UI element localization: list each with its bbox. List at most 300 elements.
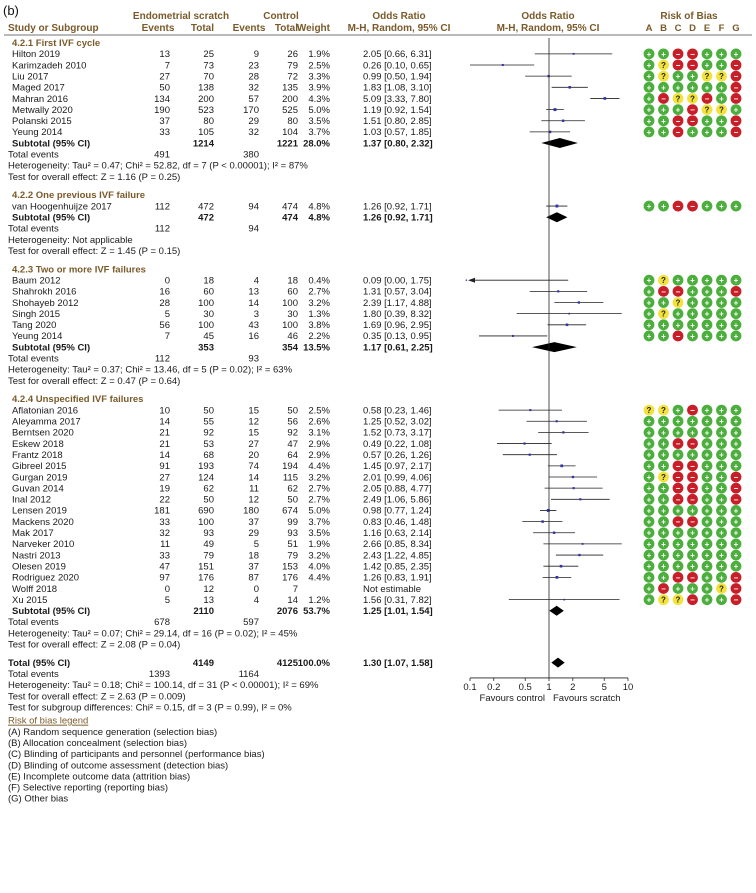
rob-symbol: + xyxy=(704,595,710,605)
rob-symbol: + xyxy=(661,495,666,505)
study-name: Metwally 2020 xyxy=(12,104,73,116)
study-header: Study or Subgroup xyxy=(8,23,99,34)
study-name: Mahran 2016 xyxy=(12,93,68,105)
rob-symbol: + xyxy=(704,417,710,427)
rob-symbol: + xyxy=(704,562,710,572)
subtotal-total1: 353 xyxy=(198,342,214,354)
total2-cell: 50 xyxy=(287,494,298,506)
study-point xyxy=(582,543,584,545)
rob-symbol: + xyxy=(661,83,666,93)
rob-symbol: + xyxy=(733,539,739,549)
rob-symbol: ? xyxy=(661,406,666,416)
subtotal-total2: 1221 xyxy=(276,138,298,150)
study-point xyxy=(556,420,558,422)
rob-symbol: + xyxy=(719,94,724,104)
events1-cell: 37 xyxy=(159,116,170,128)
or-ci-cell: 0.35 [0.13, 0.95] xyxy=(363,331,432,343)
total2-cell: 46 xyxy=(287,331,298,343)
weight-cell: 3.2% xyxy=(308,472,330,484)
events2-cell: 12 xyxy=(248,416,259,428)
events1-cell: 10 xyxy=(159,405,170,417)
events1-cell: 56 xyxy=(159,320,170,332)
events1-cell: 33 xyxy=(159,127,170,139)
rob-symbol: − xyxy=(733,472,739,482)
total2-cell: 26 xyxy=(287,49,298,61)
total1-cell: 50 xyxy=(203,405,214,417)
total1-cell: 138 xyxy=(198,82,214,94)
rob-symbol: + xyxy=(661,450,666,460)
rob-symbol: − xyxy=(690,202,695,212)
rob-symbol: ? xyxy=(661,72,666,82)
rob-symbol: + xyxy=(719,562,724,572)
study-name: Singh 2015 xyxy=(12,308,61,320)
or-ci-cell: 0.26 [0.10, 0.65] xyxy=(363,60,432,72)
rob-symbol: + xyxy=(719,116,724,126)
rob-symbol: − xyxy=(733,83,739,93)
or-ci-cell: 0.83 [0.46, 1.48] xyxy=(363,516,432,528)
rob-symbol: + xyxy=(690,276,695,286)
study-name: Maged 2017 xyxy=(12,82,65,94)
heterogeneity-text: Heterogeneity: Tau² = 0.47; Chi² = 52.82, df = 7 (P < 0.00001); I² = 87% xyxy=(8,160,308,172)
study-name: Hilton 2019 xyxy=(12,49,61,61)
weight-cell: 2.7% xyxy=(308,483,330,495)
or-ci-cell: 2.39 [1.17, 4.88] xyxy=(363,297,432,309)
rob-symbol: + xyxy=(719,551,724,561)
events1-cell: 47 xyxy=(159,561,170,573)
rob-symbol: + xyxy=(719,127,724,137)
rob-symbol: + xyxy=(719,573,724,583)
rob-symbol: + xyxy=(733,320,739,330)
or-ci-cell: 2.43 [1.22, 4.85] xyxy=(363,550,432,562)
rob-symbol: + xyxy=(719,287,724,297)
rob-symbol: + xyxy=(704,472,710,482)
rob-symbol: + xyxy=(661,202,666,212)
total-events2: 93 xyxy=(248,353,259,365)
rob-symbol: + xyxy=(704,61,710,70)
rob-symbol: + xyxy=(675,406,681,416)
rob-symbol: + xyxy=(733,461,739,471)
subtotal-ci: 1.25 [1.01, 1.54] xyxy=(363,606,433,618)
rob-symbol: + xyxy=(719,417,724,427)
rob-symbol: + xyxy=(733,49,739,59)
total2-cell: 99 xyxy=(287,516,298,528)
events2-cell: 32 xyxy=(248,127,259,139)
study-point xyxy=(502,64,504,66)
x-tick-label: 0.5 xyxy=(518,681,532,693)
subtotal-diamond xyxy=(541,138,578,148)
rob-col-letter: E xyxy=(703,23,711,34)
study-name: Olesen 2019 xyxy=(12,561,66,573)
or-ci-cell: Not estimable xyxy=(363,583,422,595)
total2-header: Total xyxy=(274,23,298,34)
study-name: Baum 2012 xyxy=(12,275,61,287)
heterogeneity-text: Heterogeneity: Tau² = 0.37; Chi² = 13.46, df = 5 (P = 0.02); I² = 63% xyxy=(8,364,293,376)
study-name: Shahrokh 2016 xyxy=(12,286,77,298)
rob-symbol: − xyxy=(675,495,681,505)
weight-cell: 3.8% xyxy=(308,320,330,332)
weight-cell: 2.7% xyxy=(308,286,330,298)
total-events1: 112 xyxy=(154,223,170,235)
rob-symbol: + xyxy=(646,439,652,449)
rob-symbol: ? xyxy=(675,298,681,308)
rob-column-letters xyxy=(646,23,740,34)
rob-symbol: + xyxy=(704,320,710,330)
study-name: Yeung 2014 xyxy=(12,127,63,139)
rob-symbol: + xyxy=(719,331,724,341)
total-label: Total (95% CI) xyxy=(8,657,71,669)
subtotal-total1: 472 xyxy=(198,212,214,224)
rob-symbol: + xyxy=(704,276,710,286)
rob-symbol: + xyxy=(733,298,739,308)
study-point xyxy=(562,431,564,433)
study-point xyxy=(555,205,558,208)
rob-symbol: + xyxy=(661,439,666,449)
rob-symbol: + xyxy=(690,551,695,561)
rob-symbol: + xyxy=(719,276,724,286)
rob-legend-item: (F) Selective reporting (reporting bias) xyxy=(8,782,168,794)
rob-symbol: + xyxy=(646,61,652,70)
study-name: Lensen 2019 xyxy=(12,505,67,517)
x-tick-label: 0.1 xyxy=(463,681,477,693)
total2-cell: 176 xyxy=(282,572,298,584)
rob-symbol: − xyxy=(675,461,681,471)
subgroup-title: 4.2.3 Two or more IVF failures xyxy=(12,264,146,276)
events1-cell: 5 xyxy=(164,308,170,320)
events2-cell: 3 xyxy=(253,308,259,320)
rob-symbol: + xyxy=(661,551,666,561)
events2-cell: 87 xyxy=(248,572,259,584)
weight-cell: 2.2% xyxy=(308,331,330,343)
study-name: Aflatonian 2016 xyxy=(12,405,79,417)
rob-symbol: + xyxy=(690,83,695,93)
total2-cell: 674 xyxy=(282,505,298,517)
rob-symbol: + xyxy=(646,331,652,341)
weight-cell: 4.3% xyxy=(308,93,330,105)
events1-cell: 33 xyxy=(159,516,170,528)
rob-symbol: + xyxy=(661,528,666,538)
total1-cell: 50 xyxy=(203,494,214,506)
events2-cell: 18 xyxy=(248,550,259,562)
rob-symbol: + xyxy=(719,298,724,308)
weight-cell: 1.9% xyxy=(308,49,330,61)
rob-symbol: + xyxy=(719,506,724,516)
subtotal-diamond xyxy=(532,342,577,352)
rob-symbol: + xyxy=(646,528,652,538)
total1-cell: 79 xyxy=(203,550,214,562)
events2-cell: 13 xyxy=(248,286,259,298)
rob-symbol: + xyxy=(719,484,724,494)
rob-symbol: + xyxy=(646,584,652,594)
total2-cell: 50 xyxy=(287,405,298,417)
total1-cell: 105 xyxy=(198,127,214,139)
study-point xyxy=(541,520,543,522)
total1-cell: 100 xyxy=(198,297,214,309)
rob-legend-item: (B) Allocation concealment (selection bias) xyxy=(8,737,188,749)
subtotal-diamond xyxy=(549,606,563,616)
rob-symbol: + xyxy=(646,539,652,549)
weight-cell: 2.5% xyxy=(308,405,330,417)
rob-legend-item: (E) Incomplete outcome data (attrition bias) xyxy=(8,771,191,783)
subgroup-title: 4.2.4 Unspecified IVF failures xyxy=(12,394,144,406)
rob-symbol: − xyxy=(675,472,681,482)
events2-cell: 28 xyxy=(248,71,259,83)
rob-symbol: − xyxy=(690,495,695,505)
subtotal-weight: 28.0% xyxy=(303,138,330,150)
events1-cell: 181 xyxy=(154,505,170,517)
rob-symbol: − xyxy=(690,472,695,482)
study-point xyxy=(603,97,606,100)
rob-symbol: + xyxy=(690,72,695,82)
rob-symbol: + xyxy=(733,406,739,416)
study-name: Polanski 2015 xyxy=(12,116,72,128)
weight-cell: 2.9% xyxy=(308,449,330,461)
rob-symbol: + xyxy=(719,439,724,449)
rob-symbol: ? xyxy=(719,584,724,594)
study-point xyxy=(529,409,531,411)
events2-cell: 14 xyxy=(248,297,259,309)
total2-cell: 18 xyxy=(287,275,298,287)
rob-symbol: + xyxy=(704,584,710,594)
rob-symbol: + xyxy=(646,450,652,460)
weight-cell: 3.3% xyxy=(308,71,330,83)
grand-total-events1: 1393 xyxy=(148,669,170,681)
or-ci-cell: 1.26 [0.92, 1.71] xyxy=(363,201,432,213)
weight-cell: 3.5% xyxy=(308,528,330,540)
rob-symbol: + xyxy=(733,105,739,115)
study-point xyxy=(572,476,574,478)
rob-symbol: + xyxy=(661,116,666,126)
rob-symbol: + xyxy=(690,506,695,516)
rob-symbol: + xyxy=(646,472,652,482)
study-point xyxy=(560,464,563,467)
rob-symbol: + xyxy=(719,450,724,460)
rob-symbol: ? xyxy=(704,72,710,82)
rob-symbol: ? xyxy=(646,406,652,416)
rob-symbol: + xyxy=(704,573,710,583)
weight-cell: 4.8% xyxy=(308,201,330,213)
total1-cell: 55 xyxy=(203,416,214,428)
weight-cell: 3.7% xyxy=(308,127,330,139)
study-point xyxy=(523,442,525,444)
total2-cell: 64 xyxy=(287,449,298,461)
rob-symbol: + xyxy=(690,331,695,341)
study-point xyxy=(529,454,531,456)
rob-symbol: + xyxy=(646,595,652,605)
or-ci-cell: 1.31 [0.57, 3.04] xyxy=(363,286,432,298)
events1-cell: 21 xyxy=(159,427,170,439)
events1-cell: 7 xyxy=(164,60,170,72)
events1-cell: 0 xyxy=(164,275,170,287)
or-ci-cell: 1.69 [0.96, 2.95] xyxy=(363,320,432,332)
study-name: Aleyamma 2017 xyxy=(12,416,81,428)
study-name: Eskew 2018 xyxy=(12,438,64,450)
events1-cell: 28 xyxy=(159,297,170,309)
total2-cell: 7 xyxy=(292,583,298,595)
or-ci-cell: 0.98 [0.77, 1.24] xyxy=(363,505,432,517)
total1-cell: 100 xyxy=(198,320,214,332)
rob-symbol: + xyxy=(675,584,681,594)
or-header-title: Odds Ratio xyxy=(372,11,426,22)
rob-symbol: + xyxy=(646,298,652,308)
events1-cell: 190 xyxy=(154,104,170,116)
total1-cell: 49 xyxy=(203,539,214,551)
study-name: Mackens 2020 xyxy=(12,516,74,528)
rob-symbol: + xyxy=(704,298,710,308)
rob-symbol: + xyxy=(661,562,666,572)
rob-symbol: + xyxy=(690,298,695,308)
events2-cell: 37 xyxy=(248,561,259,573)
rob-symbol: ? xyxy=(661,595,666,605)
rob-symbol: − xyxy=(733,287,739,297)
weight-cell: 1.2% xyxy=(308,594,330,606)
events2-cell: 43 xyxy=(248,320,259,332)
events2-cell: 74 xyxy=(248,461,259,473)
subtotal-label: Subtotal (95% CI) xyxy=(12,342,91,354)
weight-cell: 1.9% xyxy=(308,539,330,551)
or-ci-cell: 0.58 [0.23, 1.46] xyxy=(363,405,432,417)
rob-symbol: + xyxy=(675,551,681,561)
or-header-method: M-H, Random, 95% CI xyxy=(347,23,451,34)
rob-symbol: + xyxy=(661,49,666,59)
rob-symbol: + xyxy=(704,551,710,561)
rob-symbol: + xyxy=(661,517,666,527)
rob-symbol: − xyxy=(675,202,681,212)
study-point xyxy=(568,313,570,315)
rob-symbol: + xyxy=(661,573,666,583)
rob-symbol: − xyxy=(690,461,695,471)
subtotal-total1: 2110 xyxy=(193,606,214,618)
events1-cell: 27 xyxy=(159,71,170,83)
total2-cell: 525 xyxy=(282,104,298,116)
rob-symbol: + xyxy=(661,428,666,438)
or-ci-cell: 1.25 [0.52, 3.02] xyxy=(363,416,432,428)
or-ci-cell: 2.49 [1.06, 5.86] xyxy=(363,494,432,506)
total1-cell: 523 xyxy=(198,104,214,116)
rob-symbol: + xyxy=(675,506,681,516)
total2-cell: 474 xyxy=(282,201,298,213)
rob-symbol: − xyxy=(675,287,681,297)
weight-cell: 4.0% xyxy=(308,561,330,573)
total1-cell: 53 xyxy=(203,438,214,450)
rob-symbol: + xyxy=(661,539,666,549)
or-ci-cell: 1.56 [0.31, 7.82] xyxy=(363,594,432,606)
subtotal-ci: 1.17 [0.61, 2.25] xyxy=(363,342,433,354)
grand-overall-effect-text: Test for overall effect: Z = 2.63 (P = 0.009) xyxy=(8,691,186,703)
total2-cell: 72 xyxy=(287,71,298,83)
rob-symbol: − xyxy=(733,595,739,605)
total2-cell: 200 xyxy=(282,93,298,105)
study-name: Rodriguez 2020 xyxy=(12,572,80,584)
rob-symbol: − xyxy=(690,105,695,115)
total-ci: 1.30 [1.07, 1.58] xyxy=(363,657,433,669)
rob-symbol: − xyxy=(690,573,695,583)
rob-symbol: + xyxy=(719,49,724,59)
total1-cell: 18 xyxy=(203,275,214,287)
total1-cell: 690 xyxy=(198,505,214,517)
weight-cell: 4.4% xyxy=(308,572,330,584)
rob-symbol: ? xyxy=(661,472,666,482)
rob-symbol: + xyxy=(690,428,695,438)
rob-symbol: + xyxy=(690,320,695,330)
total-diamond xyxy=(551,658,564,668)
rob-symbol: + xyxy=(733,276,739,286)
total1-cell: 93 xyxy=(203,528,214,540)
events2-cell: 57 xyxy=(248,93,259,105)
rob-symbol: + xyxy=(646,428,652,438)
weight-cell: 3.5% xyxy=(308,116,330,128)
total1-cell: 193 xyxy=(198,461,214,473)
total-events1: 678 xyxy=(154,617,170,629)
rob-symbol: ? xyxy=(690,94,695,104)
rob-symbol: ? xyxy=(719,105,724,115)
total1-cell: 12 xyxy=(203,583,214,595)
weight-cell: 2.6% xyxy=(308,416,330,428)
events1-cell: 112 xyxy=(154,201,170,213)
overall-effect-text: Test for overall effect: Z = 1.45 (P = 0.15) xyxy=(8,245,181,257)
study-point xyxy=(566,324,569,327)
weight-cell: 3.2% xyxy=(308,297,330,309)
study-name: Xu 2015 xyxy=(12,594,48,606)
rob-symbol: − xyxy=(675,127,681,137)
study-name: Berntsen 2020 xyxy=(12,427,74,439)
rob-symbol: + xyxy=(661,417,666,427)
panel-label: (b) xyxy=(3,3,19,18)
events2-cell: 9 xyxy=(253,49,259,61)
or-ci-cell: 1.19 [0.92, 1.54] xyxy=(363,104,432,116)
total1-cell: 200 xyxy=(198,93,214,105)
study-point xyxy=(568,86,571,89)
or-ci-cell: 1.45 [0.97, 2.17] xyxy=(363,461,432,473)
favours-control-label: Favours control xyxy=(479,692,545,704)
rob-symbol: + xyxy=(646,105,652,115)
rob-symbol: + xyxy=(646,116,652,126)
total2-cell: 51 xyxy=(287,539,298,551)
or-ci-cell: 0.09 [0.00, 1.75] xyxy=(363,275,432,287)
rob-symbol: + xyxy=(675,528,681,538)
rob-symbol: + xyxy=(661,331,666,341)
events1-cell: 21 xyxy=(159,438,170,450)
total1-cell: 472 xyxy=(198,201,214,213)
study-point xyxy=(563,599,565,601)
total2-cell: 79 xyxy=(287,60,298,72)
total2-cell: 153 xyxy=(282,561,298,573)
subtotal-total1: 1214 xyxy=(192,138,214,150)
weight-cell: 3.7% xyxy=(308,516,330,528)
rob-symbol: + xyxy=(733,562,739,572)
study-name: Karimzadeh 2010 xyxy=(12,60,87,72)
rob-symbol: + xyxy=(733,417,739,427)
total1-cell: 73 xyxy=(203,60,214,72)
rob-symbol: + xyxy=(646,202,652,212)
rob-symbol: − xyxy=(675,484,681,494)
rob-symbol: + xyxy=(646,506,652,516)
subtotal-ci: 1.37 [0.80, 2.32] xyxy=(363,138,433,150)
rob-symbol: + xyxy=(704,127,710,137)
weight-cell: 0.4% xyxy=(308,275,330,287)
total-events1: 491 xyxy=(154,149,170,161)
events2-cell: 20 xyxy=(248,449,259,461)
events1-cell: 14 xyxy=(159,449,170,461)
or-ci-cell: 1.26 [0.83, 1.91] xyxy=(363,572,432,584)
total2-cell: 100 xyxy=(282,320,298,332)
total1-cell: 60 xyxy=(203,286,214,298)
total-total2: 4125 xyxy=(276,657,298,669)
rob-symbol: ? xyxy=(704,105,710,115)
total-events-label: Total events xyxy=(8,617,59,629)
weight-cell: 1.3% xyxy=(308,308,330,320)
total1-cell: 176 xyxy=(198,572,214,584)
study-point xyxy=(562,120,564,122)
